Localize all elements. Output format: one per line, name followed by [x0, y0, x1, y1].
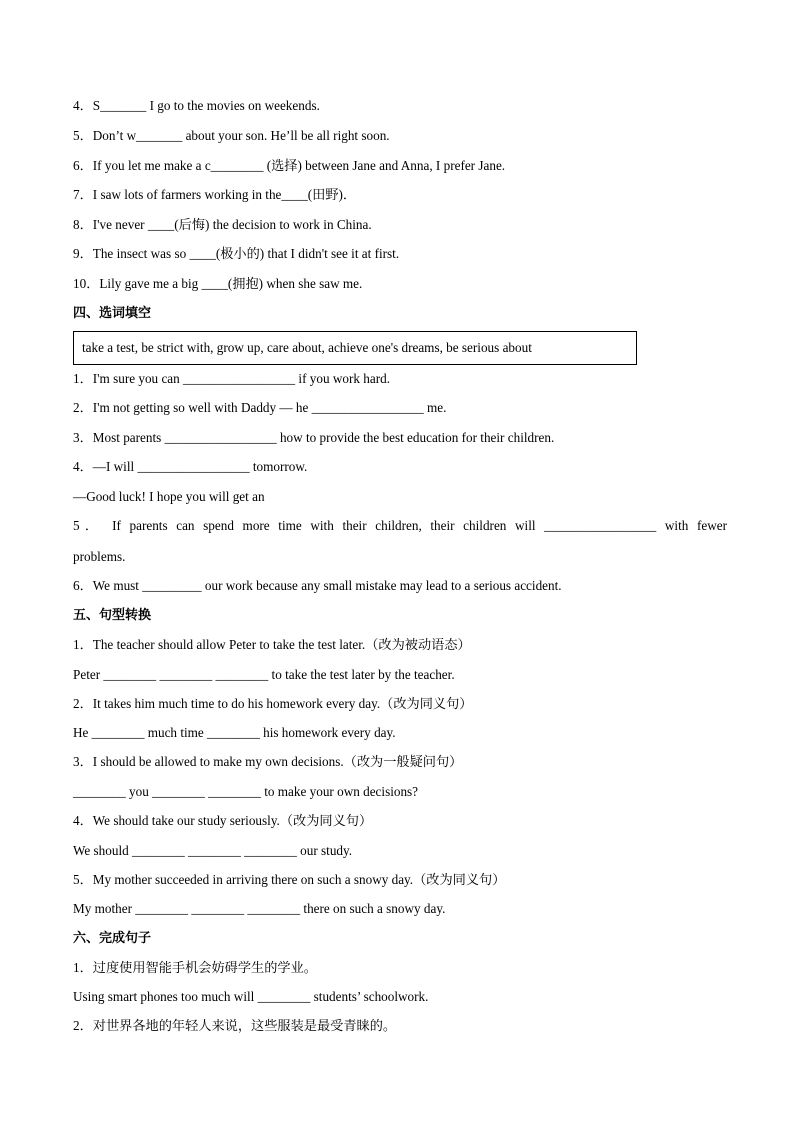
question-line: 4．We should take our study seriously.（改为同义句）: [73, 813, 373, 828]
section-heading: 六、完成句子: [73, 931, 152, 946]
question-line: 1．The teacher should allow Peter to take the test later.（改为被动语态）: [73, 637, 471, 652]
question-line: 9．The insect was so ____(极小的) that I didn't see it at first.: [73, 246, 400, 261]
answer-line: He ________ much time ________ his homework every day.: [73, 725, 396, 740]
question-line: 2．I'm not getting so well with Daddy — he _________________ me.: [73, 400, 447, 415]
question-line: 5．My mother succeeded in arriving there on such a snowy day.（改为同义句）: [73, 872, 506, 887]
answer-line: We should ________ ________ ________ our study.: [73, 843, 353, 858]
word-bank-text: take a test, be strict with, grow up, care about, achieve one's dreams, be serious about: [82, 340, 532, 355]
question-line-justified: 5． If parents can spend more time with their children, their children will _________________ with fewer: [73, 518, 727, 533]
question-line: 2．对世界各地的年轻人来说，这些服装是最受青睐的。: [73, 1018, 397, 1033]
section-heading: 四、选词填空: [73, 306, 152, 321]
question-line: 1．I'm sure you can _________________ if you work hard.: [73, 371, 390, 386]
question-line: 3．Most parents _________________ how to provide the best education for their children.: [73, 430, 555, 445]
answer-line: Peter ________ ________ ________ to take the test later by the teacher.: [73, 667, 455, 682]
question-line: 6．We must _________ our work because any small mistake may lead to a serious accident.: [73, 578, 562, 593]
question-line: 2．It takes him much time to do his homework every day.（改为同义句）: [73, 696, 473, 711]
question-line: 5．Don’t w_______ about your son. He’ll be all right soon.: [73, 128, 390, 143]
question-line: 3．I should be allowed to make my own decisions.（改为一般疑问句）: [73, 754, 463, 769]
question-line: 6．If you let me make a c________ (选择) between Jane and Anna, I prefer Jane.: [73, 158, 506, 173]
question-line: problems.: [73, 549, 126, 564]
answer-line: My mother ________ ________ ________ there on such a snowy day.: [73, 901, 446, 916]
question-line: 4．—I will _________________ tomorrow.: [73, 459, 308, 474]
question-line: 1．过度使用智能手机会妨碍学生的学业。: [73, 960, 317, 975]
question-line: 8．I've never ____(后悔) the decision to work in China.: [73, 217, 372, 232]
question-line: —Good luck! I hope you will get an: [73, 489, 265, 504]
section-heading: 五、句型转换: [73, 608, 152, 623]
answer-line: ________ you ________ ________ to make your own decisions?: [73, 784, 419, 799]
word-bank-box: [73, 331, 637, 365]
answer-line: Using smart phones too much will ________ students’ schoolwork.: [73, 989, 429, 1004]
question-line: 7．I saw lots of farmers working in the____(田野)．: [73, 187, 357, 202]
question-line: 10．Lily gave me a big ____(拥抱) when she saw me.: [73, 276, 363, 291]
question-line: 4．S_______ I go to the movies on weekends.: [73, 98, 320, 113]
